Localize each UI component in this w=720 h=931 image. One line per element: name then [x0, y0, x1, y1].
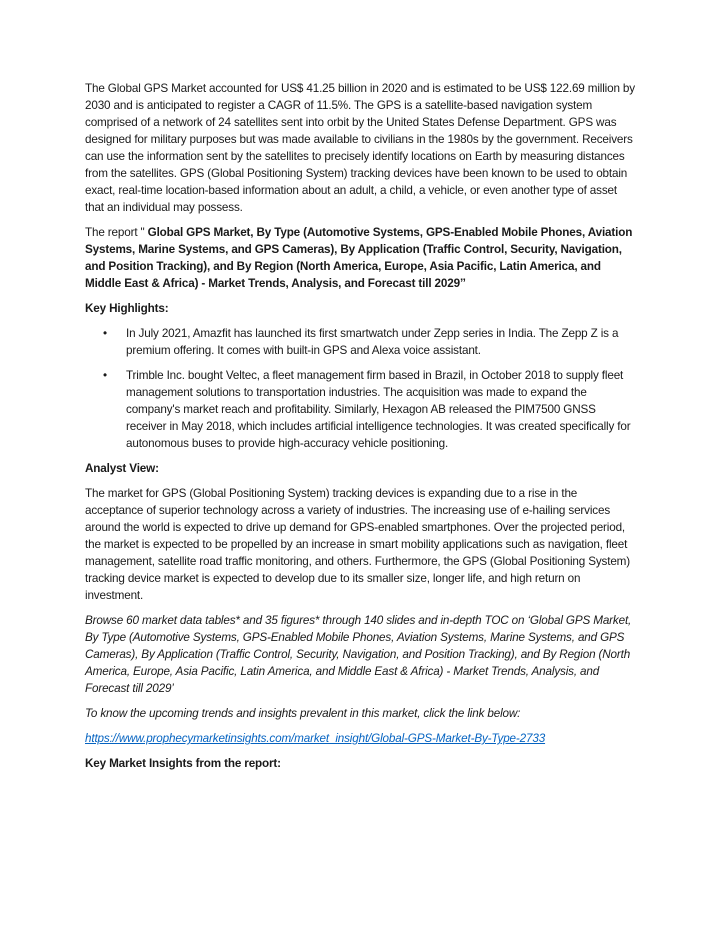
- list-item: [85, 325, 637, 359]
- highlight-text: Trimble Inc. bought Veltec, a fleet management firm based in Brazil, in October 2018 to supply fleet management solutions to transportation industries. The acquisition was made to expand the company's market reach and profitability. Similarly, Hexagon AB released the PIM7500 GNSS receiver in May 2018, which includes artificial intelligence technologies. It was created specifically for autonomous buses to provide high-accuracy vehicle positioning.: [126, 369, 631, 450]
- link-paragraph: [85, 730, 637, 747]
- intro-paragraph: The Global GPS Market accounted for US$ 41.25 billion in 2020 and is estimated to be US$ 122.69 million by 2030 and is anticipated to register a CAGR of 11.5%. The GPS is a satellite-based navigation system comprised of a network of 24 satellites sent into orbit by the United States Defense Department. GPS was designed for military purposes but was made available to civilians in the 1980s by the government. Receivers can use the information sent by the satellites to precisely identify locations on Earth by measuring distances from the satellites. GPS (Global Positioning System) tracking devices have been known to be used to obtain exact, real-time location-based information about an adult, a child, a vehicle, or even another type of asset that an individual may possess.: [85, 82, 635, 214]
- analyst-view-paragraph: The market for GPS (Global Positioning System) tracking devices is expanding due to a rise in the acceptance of superior technology across a variety of industries. The increasing use of e-hailing services around the world is expected to drive up demand for GPS-enabled smartphones. Over the projected period, the market is expected to be propelled by an increase in smart mobility applications such as navigation, fleet management, satellite road traffic monitoring, and others. Furthermore, the GPS (Global Positioning System) tracking device market is expected to develop due to its smaller size, longer life, and high return on investment.: [85, 487, 630, 602]
- key-market-insights-heading: Key Market Insights from the report:: [85, 757, 281, 770]
- know-more-paragraph: To know the upcoming trends and insights prevalent in this market, click the link below:: [85, 707, 521, 720]
- highlight-text: In July 2021, Amazfit has launched its first smartwatch under Zepp series in India. The Zepp Z is a premium offering. It comes with built-in GPS and Alexa voice assistant.: [126, 327, 619, 357]
- report-title: Global GPS Market, By Type (Automotive Systems, GPS-Enabled Mobile Phones, Aviation Systems, Marine Systems, and GPS Cameras), By Application (Traffic Control, Security, Navigation, and Position Tracking), and By Region (North America, Europe, Asia Pacific, Latin America, and Middle East & Africa) - Market Trends, Analysis, and Forecast till 2029’’: [85, 226, 633, 290]
- key-highlights-heading: Key Highlights:: [85, 302, 169, 315]
- highlights-list: [85, 325, 637, 452]
- list-item: [85, 367, 637, 452]
- report-prefix: The report ": [85, 226, 148, 239]
- report-link[interactable]: https://www.prophecymarketinsights.com/market_insight/Global-GPS-Market-By-Type-2733: [85, 732, 546, 745]
- bullet-icon: •: [103, 327, 107, 340]
- analyst-view-heading: Analyst View:: [85, 462, 159, 475]
- browse-paragraph: Browse 60 market data tables* and 35 figures* through 140 slides and in-depth TOC on ‘Global GPS Market, By Type (Automotive Systems, GPS-Enabled Mobile Phones, Aviation Systems, Marine Systems, and GPS Cameras), By Application (Traffic Control, Security, Navigation, and Position Tracking), and By Region (North America, Europe, Asia Pacific, Latin America, and Middle East & Africa) - Market Trends, Analysis, and Forecast till 2029’: [85, 614, 632, 695]
- bullet-icon: •: [103, 369, 107, 382]
- document-page: [85, 80, 637, 780]
- report-paragraph: [85, 224, 637, 292]
